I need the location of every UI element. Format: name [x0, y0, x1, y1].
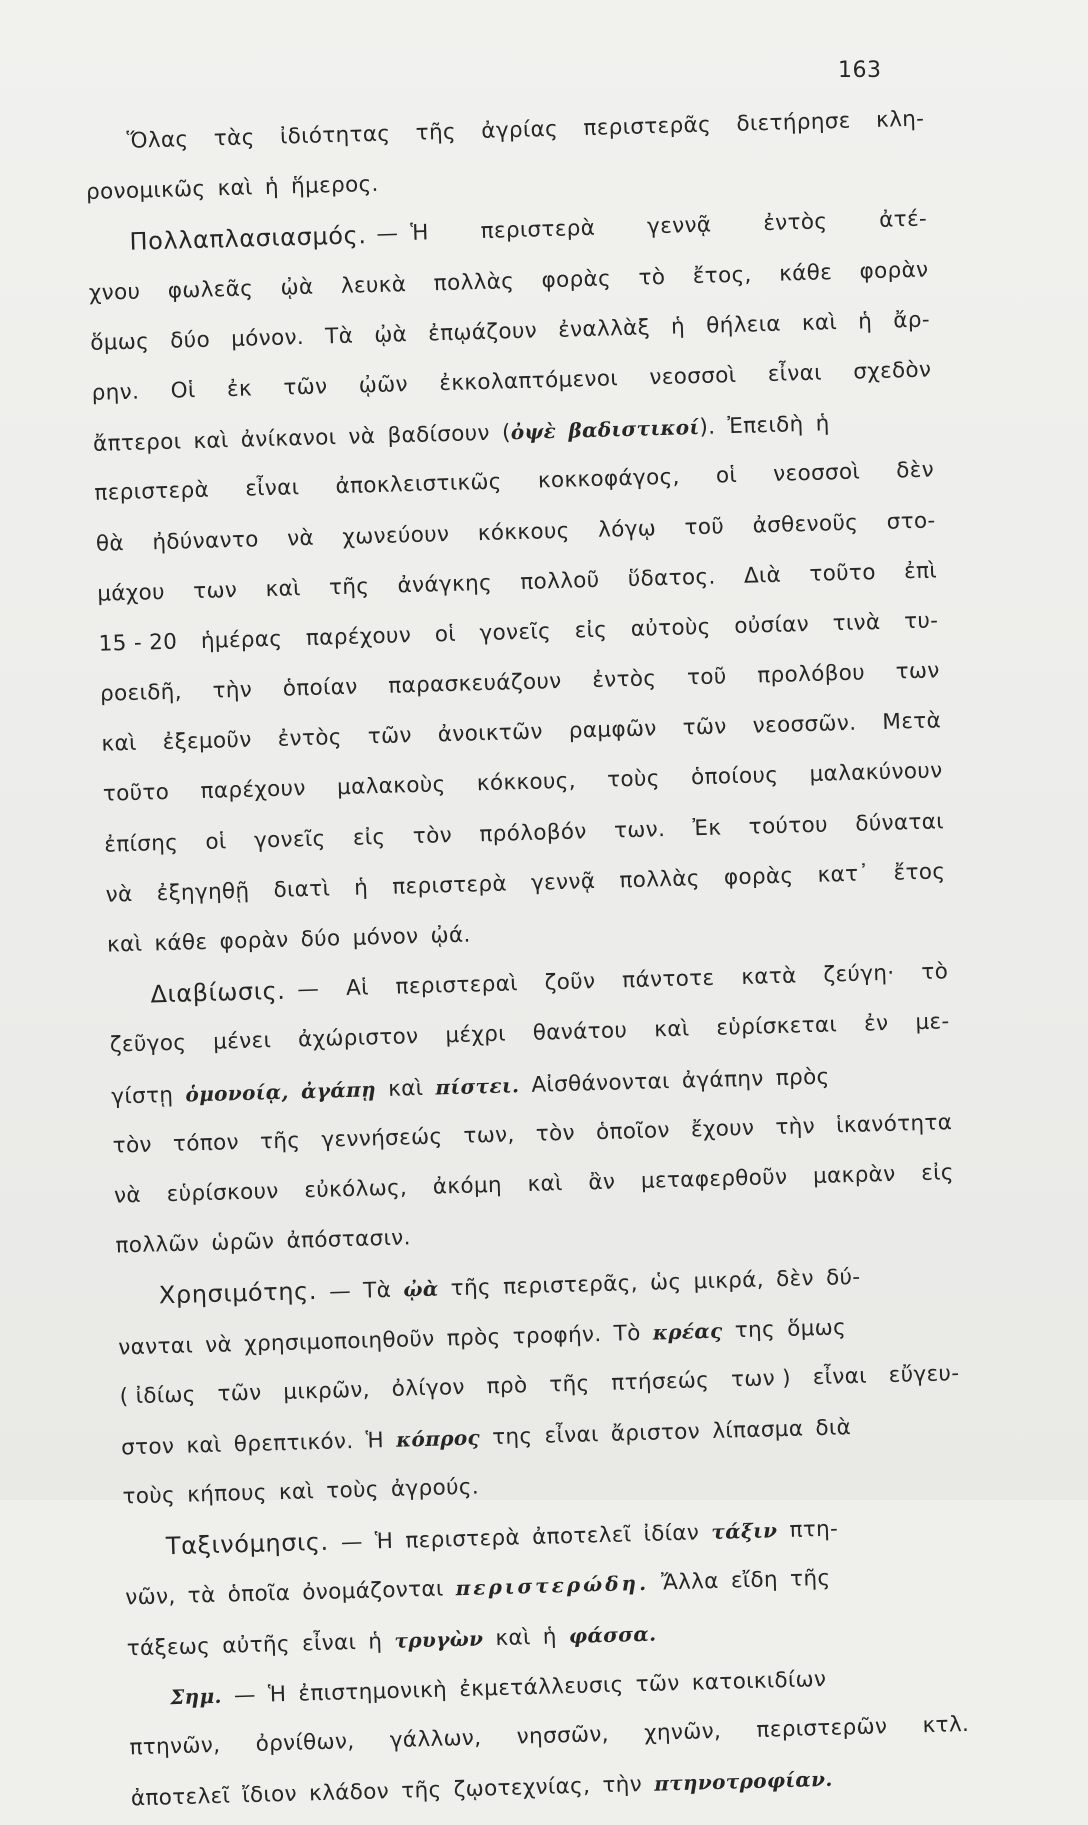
paragraph-line: στον καὶ θρεπτικόν. Ἡ κόπρος της εἶναι ἄριστον λίπασμα διὰ	[120, 1414, 852, 1461]
word: χωνεύουν	[342, 521, 450, 550]
word: ἄρ-	[892, 307, 931, 334]
note-label: Σημ.	[169, 1683, 223, 1710]
word: τῆς	[548, 1371, 590, 1398]
word: με-	[915, 1009, 950, 1036]
word: οἱ	[434, 621, 457, 648]
word: τῶν	[367, 723, 413, 750]
word: κατὰ	[740, 963, 797, 991]
word: ἐπίσης	[103, 830, 179, 858]
word: γεννᾷ	[646, 212, 712, 240]
word: εὑρίσκεται	[716, 1012, 838, 1042]
word: ραμφῶν	[568, 716, 657, 744]
word: ἐντὸς	[762, 209, 828, 237]
word: κατ᾿	[817, 861, 870, 888]
word: ἀποκλειστικῶς	[335, 469, 503, 500]
word: καὶ	[801, 309, 838, 336]
word: λευκὰ	[340, 271, 407, 299]
word: φορὰς	[723, 863, 794, 891]
emphasis: ὀψὲ βαδιστικοί	[510, 415, 700, 445]
word: περιστερὰ	[391, 871, 508, 900]
word: οἱ	[715, 463, 738, 489]
word: πτήσεώς	[611, 1367, 710, 1396]
word: πολλοῦ	[519, 567, 600, 595]
word: νὰ	[286, 525, 315, 551]
word: ἀγρίας	[481, 116, 559, 144]
section-heading-taxonomy: Ταξινόμησις.	[165, 1527, 330, 1561]
emphasis: ὁμονοίᾳ, ἀγάπῃ	[185, 1076, 377, 1107]
paragraph-line: γίστῃ ὁμονοίᾳ, ἀγάπῃ καὶ πίστει. Αἰσθάνονται ἀγάπην πρὸς	[110, 1064, 830, 1110]
word: τῶν	[682, 714, 728, 741]
paragraph-line: Χρησιμότης. — Τὰ ᾠὰ τῆς περιστερᾶς, ὡς μικρά, δὲν δύ-	[158, 1265, 861, 1310]
word: Ἐκ	[692, 815, 722, 841]
word: θὰ	[95, 530, 125, 557]
word: ἀνοικτῶν	[437, 719, 544, 748]
word: των,	[463, 1122, 516, 1149]
word: ζοῦν	[544, 969, 596, 996]
word: ἐναλλὰξ	[557, 315, 651, 343]
word: μόνον.	[230, 324, 305, 352]
word: χηνῶν,	[643, 1718, 722, 1746]
word: ἐντὸς	[277, 725, 343, 753]
word: ἡ	[670, 314, 686, 340]
word: γάλλων,	[389, 1725, 482, 1754]
word: ἐπῳάζουν	[427, 318, 538, 347]
word: μένει	[212, 1028, 272, 1056]
word: ἐκκολαπτόμενοι	[439, 366, 619, 397]
word: νὰ	[105, 881, 133, 908]
word: εὔγευ-	[888, 1360, 960, 1388]
word: των	[192, 577, 238, 604]
word: δὲν	[895, 457, 935, 484]
word: Οἱ	[170, 377, 196, 404]
word: μάχου	[96, 579, 166, 607]
paragraph-line: Ταξινόμησις. — Ἡ περιστερὰ ἀποτελεῖ ἰδίαν τάξιν πτη-	[165, 1516, 839, 1561]
word: ἀνάγκης	[397, 570, 493, 599]
word: πάντοτε	[621, 965, 715, 994]
word: ὅμως	[89, 329, 150, 356]
paragraph-line: ρονομικῶς καὶ ἡ ἥμερος.	[85, 171, 380, 206]
word: ρην.	[91, 379, 140, 406]
word: καὶ	[527, 1170, 564, 1197]
word: πολλὰς	[619, 865, 701, 894]
emphasis: πτηνοτροφίαν.	[653, 1766, 833, 1796]
word: περιστερὰ	[480, 216, 596, 245]
word: Διὰ	[743, 562, 782, 589]
word: κάθε	[778, 259, 833, 287]
word: τοῦτο	[809, 559, 877, 587]
word: μαλακύνουν	[809, 758, 943, 788]
word: ἐκ	[226, 376, 253, 403]
word: εἰς	[920, 1160, 955, 1186]
word: ἐντὸς	[591, 666, 657, 694]
word: τῆς	[328, 573, 370, 601]
emphasis: τάξιν	[711, 1518, 778, 1545]
word: τοῦ	[686, 664, 727, 691]
word: ἐν	[863, 1011, 889, 1037]
word: εἶναι	[767, 360, 823, 387]
word: ὀλίγον	[391, 1374, 466, 1402]
word: γονεῖς	[479, 619, 552, 647]
word: εἶναι	[812, 1363, 868, 1390]
word: κόκκους	[477, 518, 570, 546]
paragraph-line: τοὺς κήπους καὶ τοὺς ἀγρούς.	[122, 1474, 480, 1510]
word: περιστερὰ	[94, 477, 210, 507]
word: πολλὰς	[433, 268, 515, 296]
word: τῶν	[283, 374, 328, 401]
word: εἰς	[352, 824, 386, 851]
word: τὸν	[535, 1120, 576, 1147]
word: εἶναι	[244, 475, 300, 502]
word: ζεῦγος	[109, 1030, 187, 1059]
word: ἡ	[353, 875, 369, 901]
word: πρὸ	[486, 1372, 528, 1399]
word: Μετὰ	[882, 708, 942, 736]
word: ἐπὶ	[903, 558, 938, 584]
paragraph-line: τάξεως αὐτῆς εἶναι ἡ τρυγὼν καὶ ἡ φάσσα.	[126, 1621, 657, 1662]
word: μακρὰν	[812, 1161, 896, 1189]
word: τῶν	[217, 1380, 262, 1407]
emphasis: κρέας	[652, 1318, 723, 1345]
word: εἰς	[574, 617, 608, 644]
word: ἂν	[588, 1169, 616, 1196]
word: παρέχουν	[200, 776, 307, 805]
word: κόκκους,	[476, 768, 577, 797]
paragraph-line: ἄπτεροι καὶ ἀνίκανοι νὰ βαδίσουν (ὀψὲ βαδιστικοί). Ἐπειδὴ ἡ	[92, 411, 831, 457]
word: μαλακοὺς	[336, 772, 446, 801]
word: τοὺς	[606, 766, 661, 794]
word: ἱκανότητα	[835, 1109, 953, 1139]
word: ἀτέ-	[878, 206, 928, 234]
word: — Ἡ	[376, 220, 430, 248]
section-heading-usefulness: Χρησιμότης.	[158, 1277, 318, 1310]
word: θανάτου	[532, 1018, 628, 1047]
word: ἔτος,	[692, 261, 753, 289]
emphasis: ᾠὰ	[403, 1276, 439, 1302]
word: των )	[730, 1365, 792, 1393]
body-text	[84, 95, 971, 1824]
word: ᾠὰ	[280, 274, 314, 301]
word: δύναται	[854, 808, 945, 837]
word: ἰδιότητας	[279, 121, 391, 150]
word: περιστερῶν	[756, 1714, 888, 1743]
word: ἀχώριστον	[297, 1024, 419, 1053]
word: ἀκόμη	[432, 1172, 503, 1200]
emphasis: τρυγὼν	[394, 1626, 484, 1653]
word: τὸν	[112, 1132, 153, 1159]
word: τὴν	[212, 677, 253, 704]
paragraph-line: πολλῶν ὡρῶν ἀπόστασιν.	[115, 1225, 412, 1259]
word: τινὰ	[832, 609, 881, 637]
paragraph-line: καὶ κάθε φορὰν δύο μόνον ᾠά.	[106, 922, 471, 958]
word: μέχρι	[445, 1021, 507, 1049]
paragraph-line: νῶν, τὰ ὁποῖα ὀνομάζονται περιστερώδη. Ἄλλα εἴδη τῆς	[125, 1566, 831, 1611]
word: θήλεια	[705, 311, 782, 339]
word: των.	[613, 816, 666, 844]
word: χνου	[88, 279, 141, 306]
word: ἀσθενοῦς	[752, 510, 859, 538]
word: ἡμέρας	[200, 626, 283, 654]
word: διατὶ	[273, 876, 331, 903]
word: δύο	[169, 327, 211, 354]
word: ( ἰδίως	[119, 1382, 197, 1410]
word: νεοσσοὶ	[772, 459, 861, 488]
word: Τὰ	[324, 323, 354, 350]
word: νὰ	[113, 1182, 142, 1209]
word: τόπον	[172, 1129, 240, 1157]
word: οἱ	[205, 828, 227, 855]
word: ροειδῆ,	[99, 679, 183, 707]
word: —	[297, 976, 320, 1003]
word: 15 - 20	[98, 629, 178, 657]
word: φορὰν	[859, 257, 929, 284]
word: περιστερᾶς	[583, 112, 712, 142]
word: εὑρίσκουν	[166, 1178, 280, 1208]
word: ᾠὰ	[373, 321, 408, 348]
word: τοῦ	[684, 513, 725, 540]
word: τὴν	[775, 1113, 816, 1140]
word: καὶ	[101, 731, 138, 758]
word: τὰς	[213, 125, 255, 152]
page-number: 163	[838, 58, 882, 83]
word: φωλεᾶς	[167, 275, 254, 304]
paragraph-line: Σημ. — Ἡ ἐπιστημονικὴ ἐκμετάλλευσις τῶν κατοικιδίων	[169, 1666, 827, 1710]
word: τὸ	[921, 959, 949, 986]
word: ἡ	[857, 308, 873, 335]
word: διετήρησε	[736, 108, 852, 137]
paragraph-line: νανται νὰ χρησιμοποιηθοῦν πρὸς τροφήν. Τὸ κρέας της ὅμως	[117, 1314, 847, 1361]
word: μικρῶν,	[283, 1377, 371, 1405]
word: προλόβου	[756, 660, 866, 689]
word: τῆς	[415, 119, 457, 146]
word: ὕδατος.	[627, 564, 716, 592]
section-heading-reproduction: Πολλαπλασιασμός.	[129, 221, 367, 257]
word: κοκκοφάγος,	[537, 464, 681, 494]
word: λόγῳ	[597, 515, 657, 543]
word: ἐξεμοῦν	[162, 727, 252, 756]
word: πρόλοβόν	[479, 818, 588, 847]
emphasis: φάσσα.	[568, 1621, 657, 1648]
word: τῆς	[259, 1128, 301, 1155]
word: καὶ	[265, 575, 302, 602]
word: τὸν	[412, 822, 453, 849]
word: καὶ	[653, 1016, 690, 1043]
word: τὸ	[638, 264, 666, 291]
word: περιστεραὶ	[395, 971, 519, 1000]
word: νεοσσοὶ	[649, 362, 737, 391]
word: ὁποίαν	[282, 674, 358, 702]
word: τούτου	[748, 812, 829, 840]
word: στο-	[886, 507, 936, 535]
paragraph-line: ἀποτελεῖ ἴδιον κλάδον τῆς ζῳοτεχνίας, τὴν πτηνοτροφίαν.	[130, 1766, 833, 1812]
word: ἔχουν	[690, 1115, 755, 1143]
word: οὐσίαν	[733, 611, 810, 639]
emphasis: κόπρος	[395, 1425, 481, 1452]
word: ὀρνίθων,	[255, 1729, 355, 1757]
word: φορὰς	[541, 265, 612, 293]
word: γονεῖς	[253, 826, 326, 854]
word: κτλ.	[922, 1711, 970, 1739]
word: ἐξηγηθῇ	[156, 878, 250, 907]
word: τοῦτο	[102, 780, 170, 808]
word: μεταφερθοῦν	[640, 1164, 788, 1194]
word: νησσῶν,	[516, 1721, 610, 1750]
emphasis: περιστερώδη.	[455, 1571, 650, 1601]
word: γεννήσεώς	[321, 1124, 443, 1153]
word: σχεδὸν	[852, 357, 932, 385]
word: παρέχουν	[305, 622, 412, 651]
word: Ὅλας	[126, 127, 189, 154]
word: τυ-	[903, 608, 939, 635]
word: ζεύγη·	[823, 960, 895, 988]
word: ὁποίους	[690, 763, 779, 791]
word: νεοσσῶν.	[752, 710, 857, 739]
word: ὁποῖον	[595, 1117, 671, 1145]
section-heading-life: Διαβίωσις.	[150, 976, 286, 1009]
word: ἠδύναντο	[152, 526, 260, 555]
word: εὐκόλως,	[304, 1175, 408, 1204]
word: ᾠῶν	[358, 372, 409, 399]
word: ἔτος	[893, 859, 946, 886]
word: κλη-	[875, 106, 925, 133]
word: των	[895, 658, 941, 685]
word: παρασκευάζουν	[387, 668, 562, 699]
word: γεννᾷ	[530, 868, 596, 896]
emphasis: πίστει.	[435, 1072, 520, 1100]
word: πτηνῶν,	[129, 1732, 221, 1761]
word: Αἱ	[345, 975, 370, 1002]
word: αὐτοὺς	[630, 614, 712, 642]
